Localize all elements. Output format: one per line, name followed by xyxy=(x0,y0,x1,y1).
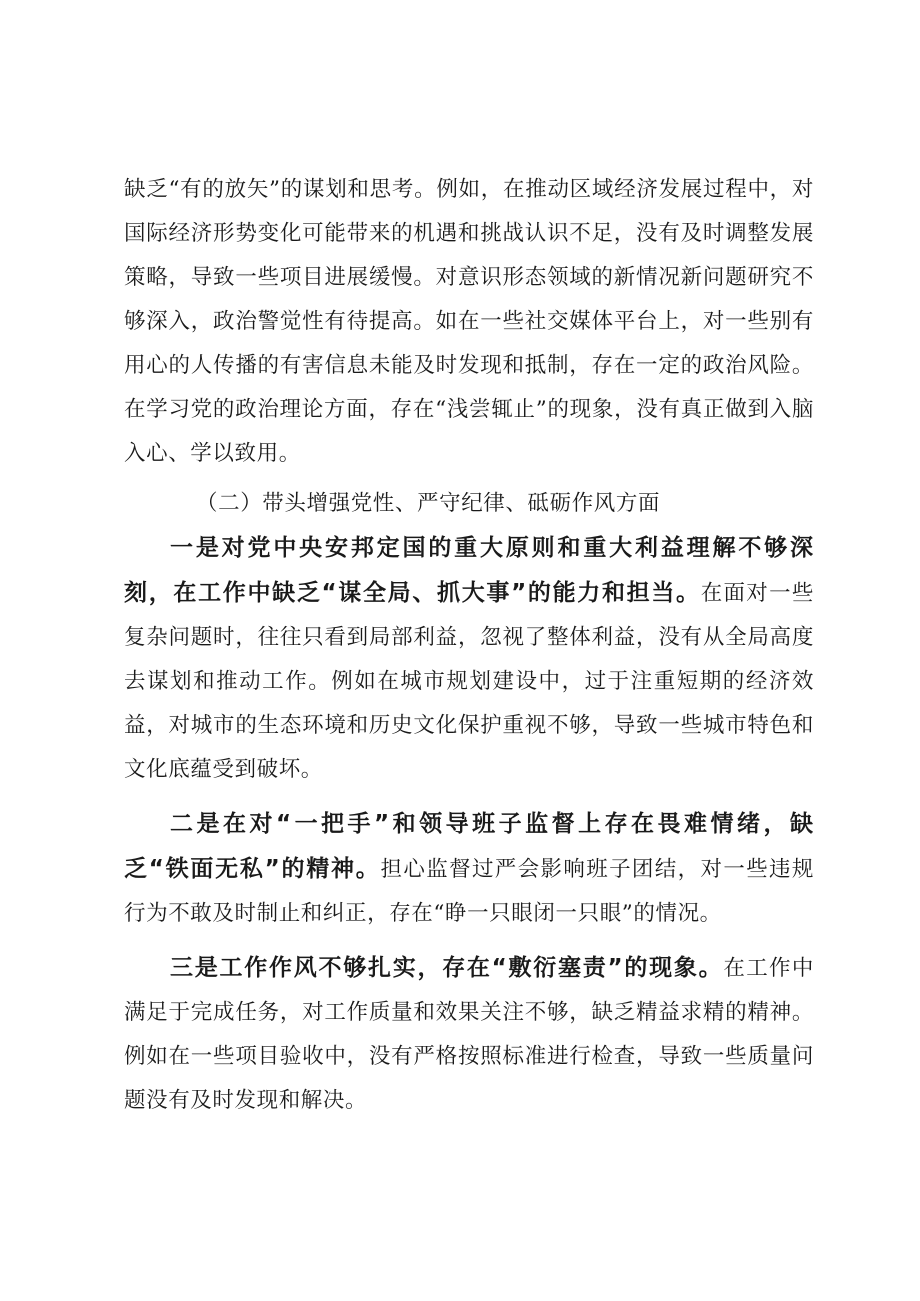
item-lead-2: 二是在对“一把手”和领导班子监督上存在畏难情绪，缺乏“铁面无私”的精神。 xyxy=(124,811,814,882)
opening-paragraph: 缺乏“有的放矢”的谋划和思考。例如，在推动区域经济发展过程中，对国际经济形势变化可能带来的机遇和挑战认识不足，没有及时调整发展策略，导致一些项目进展缓慢。对意识形态领域的新情况新问题研究不够深入，政治警觉性有待提高。如在一些社交媒体平台上，对一些别有用心的人传播的有害信息未能及时发现和抵制，存在一定的政治风险。在学习党的政治理论方面，存在“浅尝辄止”的现象，没有真正做到入脑入心、学以致用。 xyxy=(124,177,814,466)
item-body-3: 在工作中满足于完成任务，对工作质量和效果关注不够，缺乏精益求精的精神。例如在一些项目验收中，没有严格按照标准进行检查，导致一些质量问题没有及时发现和解决。 xyxy=(124,956,814,1113)
section-heading: （二）带头增强党性、严守纪律、砥砺作风方面 xyxy=(196,491,661,516)
document-body xyxy=(124,168,814,1123)
item-paragraph-2 xyxy=(124,802,814,936)
item-paragraph-3 xyxy=(124,946,814,1123)
item-lead-1: 一是对党中央安邦定国的重大原则和重大利益理解不够深刻，在工作中缺乏“谋全局、抓大事”的能力和担当。 xyxy=(124,535,814,606)
item-lead-3: 三是工作作风不够扎实，存在“敷衍塞责”的现象。 xyxy=(170,955,724,981)
item-body-2: 担心监督过严会影响班子团结，对一些违规行为不敢及时制止和纠正，存在“睁一只眼闭一只眼”的情况。 xyxy=(124,857,815,926)
item-paragraph-1 xyxy=(124,526,814,792)
item-body-1: 在面对一些复杂问题时，往往只看到局部利益，忽视了整体利益，没有从全局高度去谋划和推动工作。例如在城市规划建设中，过于注重短期的经济效益，对城市的生态环境和历史文化保护重视不够，导致一些城市特色和文化底蕴受到破坏。 xyxy=(124,581,814,782)
